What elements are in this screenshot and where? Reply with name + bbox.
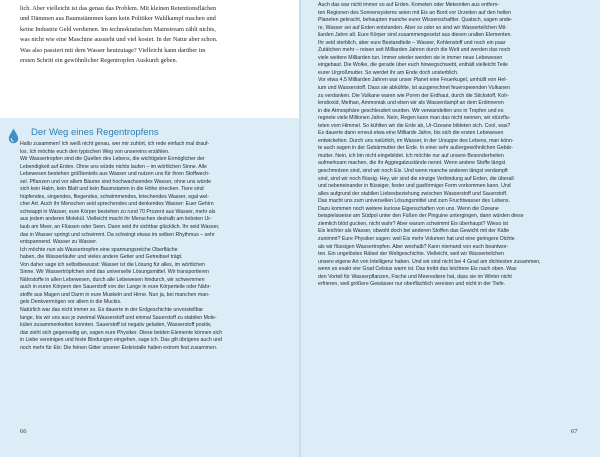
text-line: sel. Pflanzen und vor allem Bäume sind hochwachsendes Wasser, ohne uns würde: [20, 178, 211, 185]
text-line: alles aufgrund der stabilen Liebesbeziehung zwischen Wasserstoff und Sauerstoff.: [318, 190, 508, 197]
text-line: Eis leichter als Wasser, obwohl doch bei anderen Stoffen das Gewicht mit der Kälte: [318, 228, 510, 235]
text-line: keine Industrie Geld verdienen. Im technokratischen Mainstream zählt nichts,: [20, 25, 216, 33]
text-line: erfrieren, weil größere Gewässer nur oberflächlich vereisen und nicht in der Tiefe.: [318, 281, 506, 288]
text-line: schwappt in Wasser, eure Körper bestehen zu rund 70 Prozent aus Wasser, mehr als: [20, 208, 216, 215]
text-line: teten vom Himmel. So kühlten wir die Erde ab, Ur-Ozeane bildeten sich. Cool, was?: [318, 122, 511, 129]
text-line: und Dämmen aus Baumstämmen kann kein Politiker Wahlkampf machen und: [20, 15, 216, 23]
text-line: gels Denkvermögen vor allem in die Muckis.: [20, 299, 122, 306]
text-line: Ihr seid sterblich, aber eure Bestandteile – Wasser, Kohlenstoff und noch ein paar: [318, 39, 506, 46]
text-line: lendioxid, Methan, Ammoniak und eben wir als Wasserdampf an dem Erdinneren: [318, 100, 504, 107]
box-heading: Der Weg eines Regentropfens: [31, 127, 159, 138]
text-line: Auch das war nicht immer so auf Erden. Kometen oder Meteoriten aus entfern-: [318, 2, 500, 8]
text-line: ten. Ein ungelöstes Rätsel der Weltgeschichte. Vielleicht, weil wir Wasserteilchen: [318, 251, 504, 258]
text-line: Planeten gekracht, behaupten manche eurer Wissenschaftler. Quatsch, sagen ande-: [318, 17, 513, 24]
text-line: Lebewesen bestehen größtenteils aus Wasser und nutzen uns für ihren Stoffwech-: [20, 171, 210, 178]
text-line: mutter. Nein, ich bin nicht eingebildet. Ich möchte nur auf unsere Besonderheiten: [318, 152, 504, 159]
text-line: Von daher sage ich selbstbewusst: Wasser ist die Lösung für alles, im wörtlichen: [20, 261, 205, 268]
text-line: beispielsweise am Südpol unter den Füßen der Pinguine untergingen, dann würden diese: [318, 213, 524, 220]
text-line: haben, die Wasserläufer und vieles andere Getier und Getreibsel trägt.: [20, 254, 183, 261]
text-line: liarden Jahre alt. Eure Körper sind zusammengesetzt aus diesen uralten Elementen.: [318, 32, 512, 39]
page-number-left: 66: [20, 428, 27, 435]
text-line: aufmerksam machen, die ihr Aggregatzustände nennt. Wenn andere Stoffe längst: [318, 160, 506, 167]
text-line: Lebendigkeit auf Erden. Ohne uns würde nichts laufen – im wörtlichen Sinne. Alle: [20, 163, 207, 170]
left-page-top-text: [20, 4, 288, 66]
text-line: unsere eigene Art von Intelligenz haben. Und wir sind nicht bei 4 Grad am dichtesten zusammen,: [318, 258, 541, 265]
text-line: wenn es exakt vier Grad Celsius warm ist. Das treibt das leichtere Eis nach oben. Was: [318, 266, 517, 273]
water-drop-icon: [8, 128, 19, 144]
text-line: Zutätchen mehr – reisen seit Milliarden Jahren durch die Welt und werden das noch: [318, 47, 511, 54]
text-line: ziemlich blöd gucken, nicht wahr? Aber warum schwimmt Eis überhaupt? Wieso ist: [318, 220, 508, 227]
text-line: re, Wasser sei auf Erden entstanden. Aber so oder so sind wir Wasserteilchen Mil-: [318, 24, 507, 31]
text-line: zu verdanken. Die Vulkane waren wie Poren der Erdhaut, durch die Stickstoff, Koh-: [318, 92, 509, 99]
text-line: Nährstoffe in allen Lebewesen, durch alle Lebewesen hindurch, wir schwemmen: [20, 276, 205, 283]
text-line: entspannend. Wasser zu Wasser.: [20, 239, 98, 246]
text-line: regnete viele Millionen Jahre. Nein, Regen kann man das nicht nennen, wir stürzflu-: [318, 115, 511, 122]
text-line: Vor etwa 4,5 Milliarden Jahren war unser Planet eine Feuerkugel, umhüllt von Hel-: [318, 77, 508, 84]
text-line: was nicht wie eine Maschine aussieht und viel kostet. In der Natur aber schon.: [20, 36, 218, 44]
text-line: und nebeneinander in flüssiger, fester und gasförmiger Form vorkommen kann. Und: [318, 183, 511, 190]
text-line: Ich möchte nun als Wassertropfen eine spannungsreiche Oberfläche: [20, 246, 178, 253]
text-line: den Vorteil für Wasserpflanzen, Fische und Meerestiere hat, dass sie im Winter nicht: [318, 273, 512, 280]
page-number-right: 67: [571, 428, 578, 435]
text-line: stoffe aus Magen und Darm in eure Muskeln und Hirne. Nun ja, bei manchen man-: [20, 291, 210, 298]
text-line: das in Wasser springt und schwimmt. Da schwingt etwas im selben Rhythmus – sehr: [20, 231, 215, 238]
text-line: laub am Meer, an Flüssen oder Seen. Dann seid ihr sichtbar glücklich. Ihr seid Wasser,: [20, 224, 220, 231]
box-body-text: [20, 141, 288, 352]
text-line: lich. Aber vielleicht ist das genau das Problem. Mit kleinen Retentionsflächen: [20, 5, 217, 12]
text-line: ersten Schritt ein gewöhnlicher Regentropfen Auskunft geben.: [20, 57, 178, 65]
text-line: das zieht sich gegenseitig an, sagen eure Physiker. Diese beiden Elemente können sich: [20, 329, 223, 336]
text-line: geschmolzen sind, sind wir noch Eis. Und wenn manche anderen längst verdampft: [318, 168, 508, 175]
book-gutter: [299, 0, 301, 457]
text-line: Dazu kommen noch weitere kuriose Eigenschaften von uns. Wenn die Ozeane: [318, 205, 499, 212]
text-line: Das macht uns zum universellen Lösungsmittel und zum Fruchtwasser des Lebens.: [318, 198, 511, 205]
text-line: eingebaut. Die Wolke, die gerade über euch hinwegschwebt, enthält vielleicht Teile: [318, 62, 508, 69]
text-line: Es dauerte dann erneut etwa eine Milliarde Jahre, bis sich die ersten Lebewesen: [318, 130, 504, 137]
text-line: in Liebe vereinigen und feste Bindungen eingehen, sage ich. Das gilt übrigens auch und: [20, 337, 222, 344]
text-line: Was also passiert mit dem Wasser heutzutage? Vielleicht kann darüber im: [20, 46, 206, 54]
right-page-text: [318, 2, 586, 289]
text-line: te auch sagen in der Gebärmutter der Erde. In einer sehr außergewöhnlichen Gebär-: [318, 145, 513, 152]
text-line: zunimmt? Eure Physiker sagen: weil Eis mehr Volumen hat und eine geringere Dichte: [318, 235, 515, 242]
text-line: cher Art. Auch ihr Menschen seid sprechendes und denkendes Wasser: Euer Gehirn: [20, 201, 214, 208]
text-line: Wir Wassertropfen sind die Quellen des Lebens, die wichtigsten Ermöglicher der: [20, 156, 205, 163]
text-line: ten Regionen des Sonnensystems seien mit Eis an Bord vor Urzeiten auf den hellen: [318, 9, 511, 16]
text-line: viele weitere Milliarden tun. Immer wieder werden sie in immer neue Lebewesen: [318, 54, 503, 61]
text-line: ium und Wasserstoff. Dass sie abkühlte, ist ausgerechnet feuerspeienden Vulkanen: [318, 85, 510, 92]
text-line: sich kein Halm, kein Blatt und kein Baumstamm in die Höhe strecken. Tiere sind: [20, 186, 204, 193]
text-line: sind, sind wir noch flüssig. Hey, wir sind die einzige Verbindung auf Erden, die überall: [318, 175, 514, 182]
text-line: hüpfendes, singendes, fliegendes, schwimmendes, kriechendes Wasser, egal wel-: [20, 193, 209, 200]
text-line: in die Atmosphäre geschleudert wurden. Wir verwandelten uns in Tropfen und es: [318, 107, 504, 114]
text-line: los. Ich möchte euch den typischen Weg von unsereins erzählen.: [20, 148, 170, 155]
text-line: als wir flüssigen Wassertropfen. Aber weshalb? Kann niemand von euch beantwor-: [318, 243, 509, 250]
text-line: Natürlich war das nicht immer so. Es dauerte in der Erdgeschichte unvorstellbar: [20, 307, 204, 314]
text-line: noch mehr für Eis: Die feinen Gitter unserer Eiskristalle halten extrem fest zusammen.: [20, 344, 218, 351]
text-line: entwickelten. Durch uns natürlich, im Wasser, in der Ursuppe des Lebens, man könn-: [318, 137, 514, 144]
text-line: eurer Urgroßmutter. So werdet ihr am Ende doch unsterblich.: [318, 69, 459, 76]
text-line: Hallo zusammen! Ich weiß nicht genau, wer mir zuhört, ich rede einfach mal drauf-: [20, 141, 210, 147]
text-line: külen zusammenketten konnten. Sauerstoff ist negativ geladen, Wasserstoff positiv,: [20, 322, 212, 329]
text-line: aus jedem anderen Molekül. Vielleicht macht ihr Menschen deshalb am liebsten Ur-: [20, 216, 212, 223]
text-line: Sinne. Wir Wassertröpfchen sind das universelle Lösungsmittel. Wir transportieren: [20, 269, 209, 276]
right-page: [300, 0, 600, 457]
text-line: lange, bis wir uns aus je zweimal Wasserstoff und einmal Sauerstoff zu stabilen Mole-: [20, 314, 217, 321]
text-line: auch in euren Körpern den Sauerstoff von der Lunge in eure Körperteile oder Nähr-: [20, 284, 212, 291]
